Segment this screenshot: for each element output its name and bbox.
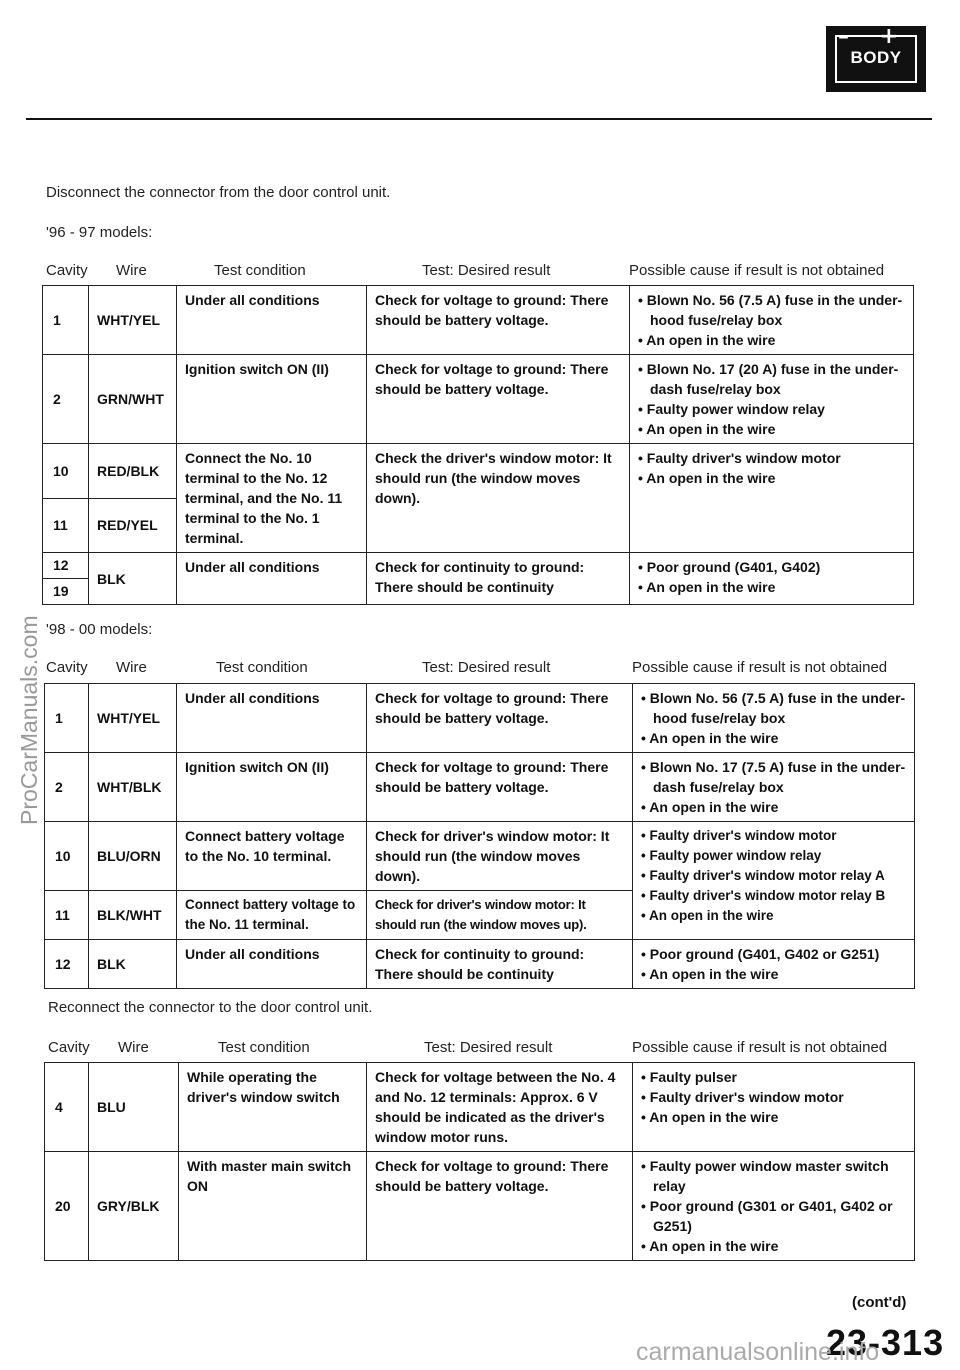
table-row bbox=[43, 286, 914, 355]
plus-sign: + bbox=[879, 24, 898, 49]
cavity-19: 19 bbox=[53, 583, 69, 599]
table-row bbox=[43, 553, 914, 605]
col-condition-header: Test condition bbox=[218, 1039, 310, 1056]
result-cell: Check for voltage to ground: There should be battery voltage. bbox=[367, 753, 633, 822]
wire-cell: WHT/YEL bbox=[89, 684, 177, 753]
cavity-cell: 11 bbox=[45, 891, 89, 940]
table-reconnected bbox=[44, 1062, 915, 1261]
result-cell: Check for voltage between the No. 4 and No. 12 terminals: Approx. 6 V should be indicated as the driver's window motor runs. bbox=[367, 1063, 633, 1152]
wire-cell: BLK bbox=[89, 940, 177, 989]
cause-item: • Faulty driver's window motor relay B bbox=[641, 886, 906, 906]
table-row bbox=[45, 822, 915, 891]
col-condition-header: Test condition bbox=[214, 262, 306, 279]
col-cavity-header: Cavity bbox=[46, 659, 88, 676]
section1-title: '96 - 97 models: bbox=[46, 224, 153, 241]
result-cell: Check for driver's window motor: It should run (the window moves down). bbox=[367, 822, 633, 891]
cause-item: • Faulty driver's window motor bbox=[641, 1087, 906, 1107]
cause-cell bbox=[630, 355, 914, 444]
col-condition-header: Test condition bbox=[216, 659, 308, 676]
cavity-12: 12 bbox=[43, 553, 88, 579]
condition-cell: With master main switch ON bbox=[179, 1152, 367, 1261]
reconnect-instruction: Reconnect the connector to the door control unit. bbox=[48, 999, 373, 1016]
wire-cell: BLK bbox=[89, 553, 177, 605]
result-cell: Check the driver's window motor: It should run (the window moves down). bbox=[367, 444, 630, 553]
cavity-cell: 11 bbox=[43, 498, 89, 553]
table-row bbox=[45, 1063, 915, 1152]
wire-cell: RED/BLK bbox=[89, 444, 177, 499]
wire-cell: RED/YEL bbox=[89, 498, 177, 553]
col-cavity-header: Cavity bbox=[46, 262, 88, 279]
cavity-cell: 10 bbox=[45, 822, 89, 891]
condition-cell: Ignition switch ON (II) bbox=[177, 355, 367, 444]
table-98-00 bbox=[44, 683, 915, 989]
cavity-cell: 4 bbox=[45, 1063, 89, 1152]
result-cell: Check for voltage to ground: There should be battery voltage. bbox=[367, 684, 633, 753]
cause-item: • An open in the wire bbox=[638, 419, 905, 439]
cause-item: • Faulty driver's window motor bbox=[638, 448, 905, 468]
cause-cell bbox=[633, 1063, 915, 1152]
condition-cell: Connect battery voltage to the No. 10 terminal. bbox=[177, 822, 367, 891]
intro-instruction: Disconnect the connector from the door control unit. bbox=[46, 184, 391, 201]
cause-cell bbox=[630, 553, 914, 605]
cause-cell bbox=[633, 684, 915, 753]
condition-cell: Under all conditions bbox=[177, 940, 367, 989]
result-cell: Check for voltage to ground: There should be battery voltage. bbox=[367, 286, 630, 355]
wire-cell: GRN/WHT bbox=[89, 355, 177, 444]
cause-item: • An open in the wire bbox=[638, 468, 905, 488]
result-cell: Check for voltage to ground: There should be battery voltage. bbox=[367, 355, 630, 444]
table-row bbox=[43, 355, 914, 444]
cause-cell bbox=[633, 753, 915, 822]
wire-cell: BLK/WHT bbox=[89, 891, 177, 940]
col-result-header: Test: Desired result bbox=[424, 1039, 553, 1056]
battery-terminals-icon bbox=[838, 24, 898, 49]
cavity-cell: 1 bbox=[45, 684, 89, 753]
cause-cell bbox=[633, 822, 915, 940]
cause-item: • Blown No. 17 (7.5 A) fuse in the under-dash fuse/relay box bbox=[641, 757, 906, 797]
section2-title: '98 - 00 models: bbox=[46, 621, 153, 638]
cavity-cell: 2 bbox=[45, 753, 89, 822]
table-row bbox=[43, 444, 914, 499]
cavity-cell bbox=[43, 553, 89, 605]
cause-item: • Blown No. 17 (20 A) fuse in the under-dash fuse/relay box bbox=[638, 359, 905, 399]
side-watermark: ProCarManuals.com bbox=[16, 615, 42, 825]
header-rule bbox=[26, 118, 932, 120]
col-wire-header: Wire bbox=[118, 1039, 149, 1056]
cause-item: • Poor ground (G301 or G401, G402 or G251) bbox=[641, 1196, 906, 1236]
body-section-badge bbox=[826, 26, 926, 92]
cause-item: • Faulty power window relay bbox=[641, 846, 906, 866]
cause-cell bbox=[633, 940, 915, 989]
condition-cell: Ignition switch ON (II) bbox=[177, 753, 367, 822]
cause-item: • Faulty driver's window motor relay A bbox=[641, 866, 906, 886]
result-cell: Check for continuity to ground: There should be continuity bbox=[367, 553, 630, 605]
col-cause-header: Possible cause if result is not obtained bbox=[629, 262, 885, 279]
table-row bbox=[45, 940, 915, 989]
cavity-cell: 10 bbox=[43, 444, 89, 499]
continued-label: (cont'd) bbox=[852, 1294, 907, 1311]
cause-item: • Poor ground (G401, G402 or G251) bbox=[641, 944, 906, 964]
cause-item: • An open in the wire bbox=[641, 906, 906, 926]
cause-cell bbox=[633, 1152, 915, 1261]
result-cell: Check for driver's window motor: It should run (the window moves up). bbox=[367, 891, 633, 940]
cause-item: • An open in the wire bbox=[638, 330, 905, 350]
cause-item: • Faulty power window relay bbox=[638, 399, 905, 419]
table-row bbox=[45, 684, 915, 753]
cause-item: • An open in the wire bbox=[641, 1236, 906, 1256]
cavity-cell: 20 bbox=[45, 1152, 89, 1261]
cause-item: • Blown No. 56 (7.5 A) fuse in the under-hood fuse/relay box bbox=[638, 290, 905, 330]
table-96-97 bbox=[42, 285, 914, 605]
page-number: 23-313 bbox=[826, 1322, 945, 1363]
col-result-header: Test: Desired result bbox=[422, 659, 551, 676]
cause-item: • An open in the wire bbox=[641, 1107, 906, 1127]
cause-item: • Faulty power window master switch relay bbox=[641, 1156, 906, 1196]
cause-cell bbox=[630, 444, 914, 553]
col-cavity-header: Cavity bbox=[48, 1039, 90, 1056]
result-cell: Check for continuity to ground: There should be continuity bbox=[367, 940, 633, 989]
wire-cell: WHT/BLK bbox=[89, 753, 177, 822]
cavity-cell: 2 bbox=[43, 355, 89, 444]
wire-cell: BLU/ORN bbox=[89, 822, 177, 891]
cause-item: • An open in the wire bbox=[641, 964, 906, 984]
cause-item: • Faulty driver's window motor bbox=[641, 826, 906, 846]
condition-cell: Under all conditions bbox=[177, 553, 367, 605]
wire-cell: WHT/YEL bbox=[89, 286, 177, 355]
wire-cell: BLU bbox=[89, 1063, 179, 1152]
cavity-cell: 12 bbox=[45, 940, 89, 989]
condition-cell: Under all conditions bbox=[177, 286, 367, 355]
cause-item: • An open in the wire bbox=[641, 797, 906, 817]
condition-cell: Connect battery voltage to the No. 11 terminal. bbox=[177, 891, 367, 940]
condition-cell: Connect the No. 10 terminal to the No. 12 terminal, and the No. 11 terminal to the No. 1 terminal. bbox=[177, 444, 367, 553]
minus-sign: – bbox=[838, 24, 849, 49]
cavity-cell: 1 bbox=[43, 286, 89, 355]
cause-item: • An open in the wire bbox=[641, 728, 906, 748]
cause-cell bbox=[630, 286, 914, 355]
col-wire-header: Wire bbox=[116, 262, 147, 279]
cause-item: • Blown No. 56 (7.5 A) fuse in the under-hood fuse/relay box bbox=[641, 688, 906, 728]
bottom-watermark: carmanualsonline.info bbox=[636, 1338, 880, 1366]
col-cause-header: Possible cause if result is not obtained bbox=[632, 1039, 888, 1056]
table-row bbox=[45, 1152, 915, 1261]
wire-cell: GRY/BLK bbox=[89, 1152, 179, 1261]
col-wire-header: Wire bbox=[116, 659, 147, 676]
cause-item: • Faulty pulser bbox=[641, 1067, 906, 1087]
col-result-header: Test: Desired result bbox=[422, 262, 551, 279]
cause-item: • Poor ground (G401, G402) bbox=[638, 557, 905, 577]
col-cause-header: Possible cause if result is not obtained bbox=[632, 659, 888, 676]
result-cell: Check for voltage to ground: There should be battery voltage. bbox=[367, 1152, 633, 1261]
badge-label: BODY bbox=[850, 48, 902, 67]
condition-cell: While operating the driver's window switch bbox=[179, 1063, 367, 1152]
condition-cell: Under all conditions bbox=[177, 684, 367, 753]
cause-item: • An open in the wire bbox=[638, 577, 905, 597]
table-row bbox=[45, 753, 915, 822]
